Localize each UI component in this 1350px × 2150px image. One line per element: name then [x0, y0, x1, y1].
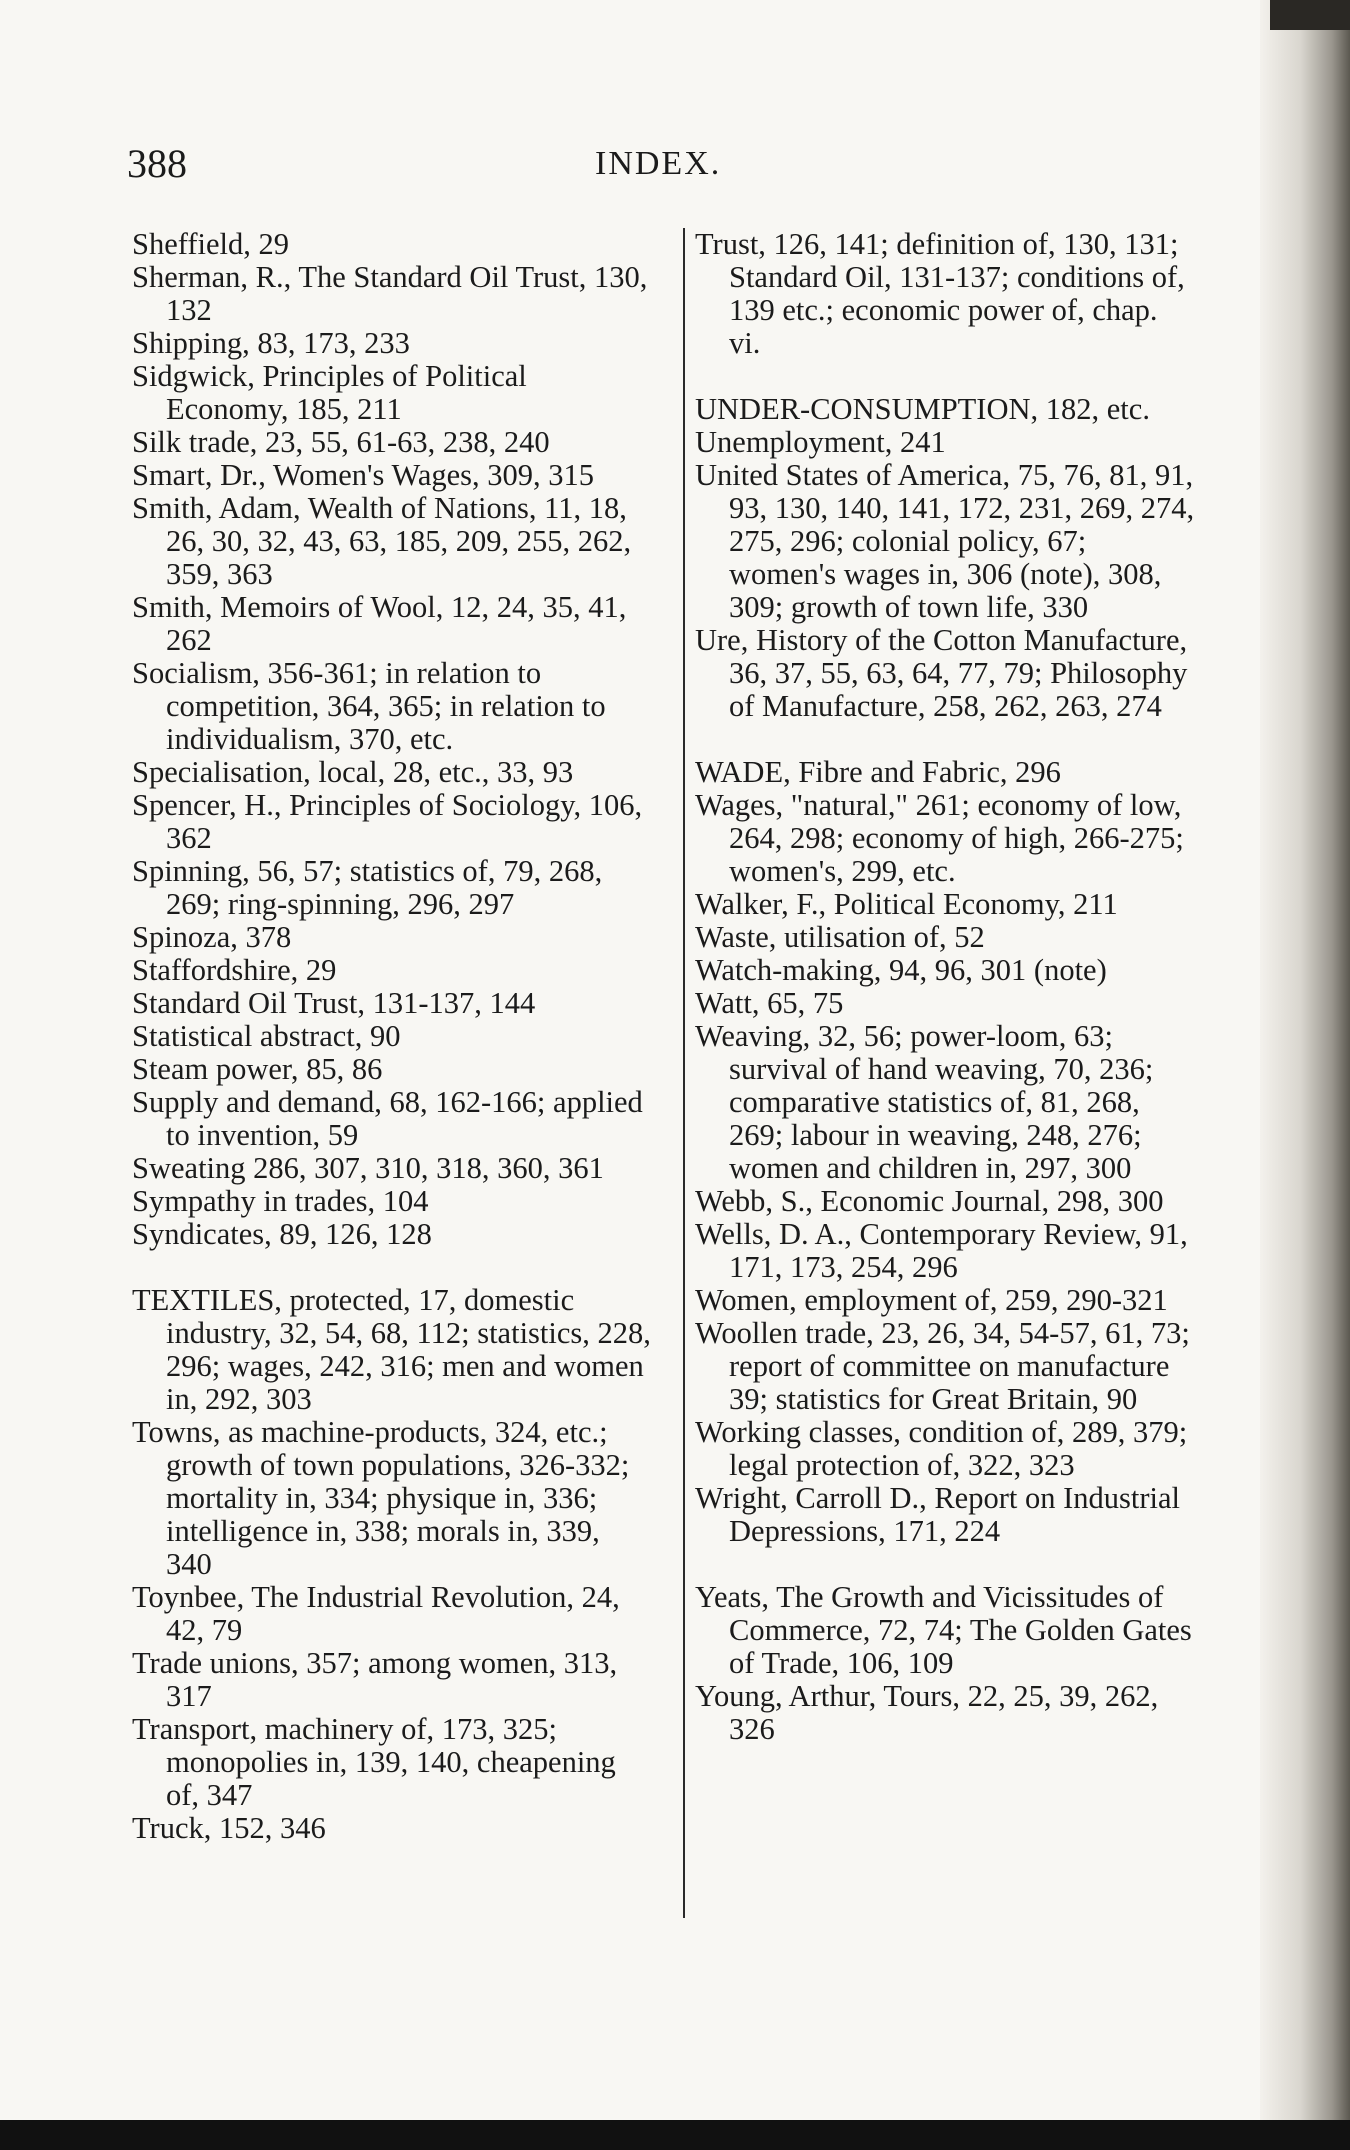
index-entry: [132, 1185, 652, 1218]
index-entry-text: United States of America, 75, 76, 81, 91, 93, 130, 140, 141, 172, 231, 269, 274, 275, 296; colonial policy, 67; women's wages in, 306 (note), 308, 309; growth of town life, 330: [695, 458, 1202, 624]
index-entry-text: Towns, as machine-products, 324, etc.; growth of town populations, 326-332; mortality in, 334; physique in, 336; intelligence in, 338; morals in, 339, 340: [132, 1415, 638, 1581]
index-entry: [132, 1218, 652, 1251]
index-entry: [132, 1812, 652, 1845]
index-entry-text: Sheffield, 29: [132, 227, 289, 261]
index-entry: [695, 393, 1195, 426]
index-entry-text: Trade unions, 357; among women, 313, 317: [132, 1646, 625, 1713]
index-entry: [695, 1020, 1195, 1185]
index-entry-text: Ure, History of the Cotton Manufacture, 36, 37, 55, 63, 64, 77, 79; Philosophy of Manufacture, 258, 262, 263, 274: [695, 623, 1196, 723]
index-entry: [695, 1284, 1195, 1317]
index-entry-text: Waste, utilisation of, 52: [695, 920, 985, 954]
index-entry-text: Wells, D. A., Contemporary Review, 91, 171, 173, 254, 296: [695, 1217, 1196, 1284]
index-entry: [132, 1283, 659, 1416]
index-entry: [132, 1647, 652, 1713]
index-entry: [695, 458, 1202, 624]
index-entry-text: Truck, 152, 346: [132, 1811, 326, 1845]
index-entry: [132, 789, 652, 855]
index-entry-text: Wages, "natural," 261; economy of low, 264, 298; economy of high, 266-275; women's, 299, etc.: [695, 788, 1192, 888]
index-entry: [695, 756, 1195, 789]
index-entry-text: Sherman, R., The Standard Oil Trust, 130, 132: [132, 260, 656, 327]
index-entry: [695, 1218, 1195, 1284]
index-column-left: [132, 227, 659, 1845]
index-entry: [132, 1416, 652, 1581]
index-entry-text: Socialism, 356-361; in relation to competition, 364, 365; in relation to individualism, 370, etc.: [132, 656, 614, 756]
index-entry-text: Sympathy in trades, 104: [132, 1184, 429, 1218]
index-entry-text: Supply and demand, 68, 162-166; applied to invention, 59: [132, 1085, 651, 1152]
index-entry: [132, 1086, 652, 1152]
index-entry-text: Walker, F., Political Economy, 211: [695, 887, 1118, 921]
index-entry-text: Smith, Adam, Wealth of Nations, 11, 18, 26, 30, 32, 43, 63, 185, 209, 255, 262, 359, 363: [132, 491, 639, 591]
index-entry-text: Watt, 65, 75: [695, 986, 844, 1020]
index-entry: [132, 954, 652, 987]
index-entry: [132, 426, 652, 459]
index-entry-text: Yeats, The Growth and Vicissitudes of Commerce, 72, 74; The Golden Gates of Trade, 106, 109: [695, 1580, 1200, 1680]
index-entry-text: WADE, Fibre and Fabric, 296: [695, 755, 1061, 789]
index-entry: [695, 888, 1195, 921]
page-number: 388: [127, 141, 187, 186]
index-entry: [695, 921, 1195, 954]
index-entry: [132, 1152, 652, 1185]
index-entry: [695, 1580, 1200, 1680]
index-entry-text: Webb, S., Economic Journal, 298, 300: [695, 1184, 1164, 1218]
index-entry-text: Watch-making, 94, 96, 301 (note): [695, 953, 1107, 987]
index-entry: [132, 1581, 652, 1647]
index-entry-text: Spencer, H., Principles of Sociology, 106, 362: [132, 788, 650, 855]
page-corner-shadow: [1270, 0, 1350, 30]
index-entry-text: Steam power, 85, 86: [132, 1052, 383, 1086]
index-entry: [132, 1020, 652, 1053]
index-entry: [132, 756, 652, 789]
index-entry: [132, 327, 652, 360]
index-entry-text: Shipping, 83, 173, 233: [132, 326, 410, 360]
index-entry: [695, 1416, 1195, 1482]
index-entry-text: Trust, 126, 141; definition of, 130, 131; Standard Oil, 131-137; conditions of, 139 etc.; economic power of, chap. vi.: [695, 227, 1193, 360]
index-entry: [132, 657, 652, 756]
index-entry: [132, 360, 652, 426]
index-entry-text: Weaving, 32, 56; power-loom, 63; survival of hand weaving, 70, 236; comparative statistics of, 81, 268, 269; labour in weaving, 248, 276; women and children in, 297, 300: [695, 1019, 1162, 1185]
index-entry-text: Woollen trade, 23, 26, 34, 54-57, 61, 73; report of committee on manufacture 39; statistics for Great Britain, 90: [695, 1316, 1198, 1416]
index-entry-text: Syndicates, 89, 126, 128: [132, 1217, 432, 1251]
index-entry-text: Specialisation, local, 28, etc., 33, 93: [132, 755, 574, 789]
index-entry-text: Women, employment of, 259, 290-321: [695, 1283, 1168, 1317]
index-entry-text: Smith, Memoirs of Wool, 12, 24, 35, 41, 262: [132, 590, 634, 657]
index-entry-text: Wright, Carroll D., Report on Industrial Depressions, 171, 224: [695, 1481, 1188, 1548]
index-entry: [695, 1482, 1195, 1548]
index-entry-text: Spinning, 56, 57; statistics of, 79, 268, 269; ring-spinning, 296, 297: [132, 854, 610, 921]
index-entry: [695, 1185, 1195, 1218]
index-entry: [132, 459, 652, 492]
page-edge-shadow: [1260, 0, 1350, 2150]
index-entry: [695, 1680, 1195, 1746]
index-entry-text: Working classes, condition of, 289, 379; legal protection of, 322, 323: [695, 1415, 1195, 1482]
index-entry: [695, 987, 1195, 1020]
index-entry: [132, 921, 652, 954]
index-entry: [132, 855, 652, 921]
index-entry: [132, 260, 656, 327]
index-entry: [695, 228, 1195, 360]
index-entry-text: Silk trade, 23, 55, 61-63, 238, 240: [132, 425, 550, 459]
index-entry-text: Toynbee, The Industrial Revolution, 24, 42, 79: [132, 1580, 628, 1647]
index-entry: [132, 591, 652, 657]
index-entry: [132, 1713, 652, 1812]
index-entry-text: Sidgwick, Principles of Political Economy, 185, 211: [132, 359, 535, 426]
index-entry: [132, 492, 652, 591]
index-entry-text: Unemployment, 241: [695, 425, 946, 459]
index-entry-text: Smart, Dr., Women's Wages, 309, 315: [132, 458, 595, 492]
index-column-right: [695, 227, 1202, 1746]
index-entry: [132, 987, 652, 1020]
index-entry-text: Young, Arthur, Tours, 22, 25, 39, 262, 326: [695, 1679, 1166, 1746]
index-entry-text: Transport, machinery of, 173, 325; monopolies in, 139, 140, cheapening of, 347: [132, 1712, 624, 1812]
index-entry: [132, 1053, 652, 1086]
index-entry: [695, 426, 1195, 459]
running-head: INDEX.: [595, 145, 722, 182]
index-entry-text: Sweating 286, 307, 310, 318, 360, 361: [132, 1151, 604, 1185]
index-entry-text: Staffordshire, 29: [132, 953, 337, 987]
column-divider: [683, 228, 685, 1918]
index-entry-text: TEXTILES, protected, 17, domestic industry, 32, 54, 68, 112; statistics, 228, 296; wages, 242, 316; men and women in, 292, 303: [132, 1283, 659, 1416]
index-entry-text: Spinoza, 378: [132, 920, 292, 954]
index-entry: [695, 624, 1195, 723]
index-entry: [132, 228, 652, 261]
index-entry-text: Standard Oil Trust, 131-137, 144: [132, 986, 536, 1020]
index-entry-text: UNDER-CONSUMPTION, 182, etc.: [695, 392, 1150, 426]
index-entry: [695, 954, 1195, 987]
index-entry: [695, 1316, 1198, 1416]
index-entry-text: Statistical abstract, 90: [132, 1019, 401, 1053]
index-entry: [695, 789, 1195, 888]
scan-border: [0, 2120, 1350, 2150]
